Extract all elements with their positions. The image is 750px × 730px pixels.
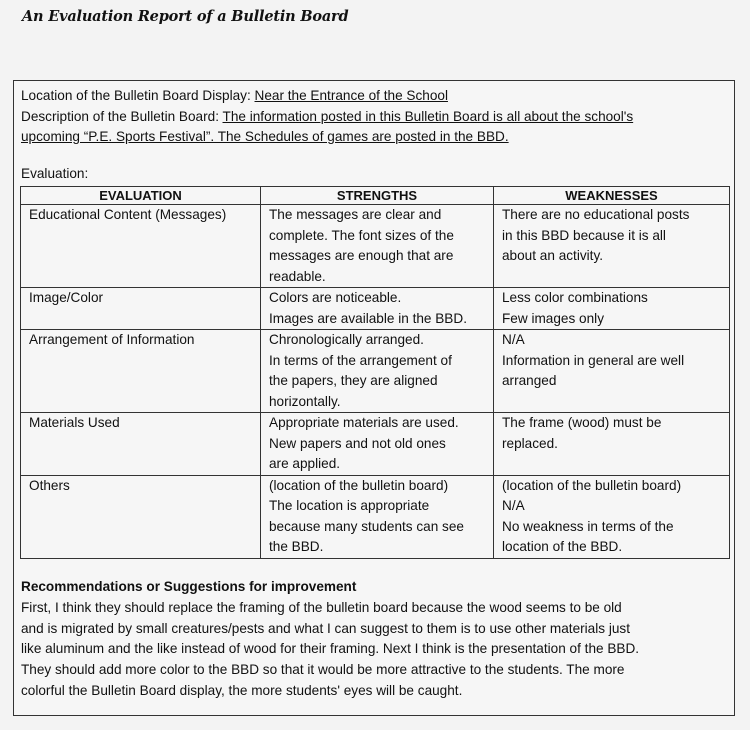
cell-text-line: The messages are clear and bbox=[269, 207, 442, 222]
criterion-cell bbox=[21, 330, 261, 413]
weaknesses-cell bbox=[494, 413, 730, 476]
cell-text-line: Appropriate materials are used. bbox=[269, 415, 459, 430]
location-value: Near the Entrance of the School bbox=[254, 88, 448, 103]
cell-text-line: N/A bbox=[502, 332, 525, 347]
cell-text-line: N/A bbox=[502, 498, 525, 513]
page-title: An Evaluation Report of a Bulletin Board bbox=[22, 8, 349, 25]
header-evaluation: EVALUATION bbox=[21, 187, 261, 205]
cell-text-line: the BBD. bbox=[269, 539, 324, 554]
strengths-cell bbox=[261, 330, 494, 413]
cell-text-line: The location is appropriate bbox=[269, 498, 430, 513]
criterion-cell bbox=[21, 288, 261, 330]
table-row bbox=[21, 288, 730, 330]
cell-text-line: complete. The font sizes of the bbox=[269, 227, 454, 243]
cell-text-line: Chronologically arranged. bbox=[269, 332, 424, 347]
weaknesses-cell bbox=[494, 475, 730, 558]
criterion-cell bbox=[21, 475, 261, 558]
cell-text-line: Few images only bbox=[502, 310, 604, 326]
table-body bbox=[21, 205, 730, 559]
cell-text-line: arranged bbox=[502, 373, 557, 388]
recommendation-line: colorful the Bulletin Board display, the more students' eyes will be caught. bbox=[21, 682, 463, 698]
cell-text-line: No weakness in terms of the bbox=[502, 518, 674, 534]
description-value-line1: The information posted in this Bulletin Board is all about the school's bbox=[222, 108, 634, 124]
table-row bbox=[21, 330, 730, 413]
recommendations-text bbox=[21, 598, 733, 702]
header-strengths: STRENGTHS bbox=[261, 187, 494, 205]
header-weaknesses: WEAKNESSES bbox=[494, 187, 730, 205]
cell-text-line: New papers and not old ones bbox=[269, 435, 446, 451]
recommendations-heading: Recommendations or Suggestions for improvement bbox=[21, 579, 357, 594]
cell-text-line: There are no educational posts bbox=[502, 207, 690, 222]
description-label: Description of the Bulletin Board: bbox=[21, 108, 219, 124]
cell-text-line: Arrangement of Information bbox=[29, 332, 195, 347]
table-row bbox=[21, 205, 730, 288]
strengths-cell bbox=[261, 288, 494, 330]
cell-text-line: Images are available in the BBD. bbox=[269, 310, 467, 326]
table-row bbox=[21, 413, 730, 476]
cell-text-line: The frame (wood) must be bbox=[502, 415, 662, 430]
cell-text-line: Colors are noticeable. bbox=[269, 290, 402, 305]
cell-text-line: messages are enough that are bbox=[269, 248, 454, 263]
weaknesses-cell bbox=[494, 288, 730, 330]
recommendation-line: and is migrated by small creatures/pests and what I can suggest to them is to use other materials just bbox=[21, 620, 630, 636]
cell-text-line: about an activity. bbox=[502, 248, 604, 263]
cell-text-line: Materials Used bbox=[29, 415, 120, 430]
cell-text-line: are applied. bbox=[269, 456, 341, 471]
criterion-cell bbox=[21, 205, 261, 288]
criterion-cell bbox=[21, 413, 261, 476]
cell-text-line: horizontally. bbox=[269, 393, 341, 409]
description-line bbox=[21, 107, 731, 128]
report-box bbox=[13, 80, 735, 716]
table-header-row bbox=[21, 187, 730, 205]
header-info bbox=[21, 86, 731, 148]
strengths-cell bbox=[261, 205, 494, 288]
cell-text-line: Others bbox=[29, 477, 70, 493]
cell-text-line: (location of the bulletin board) bbox=[269, 477, 449, 493]
strengths-cell bbox=[261, 413, 494, 476]
cell-text-line: location of the BBD. bbox=[502, 539, 623, 554]
cell-text-line: (location of the bulletin board) bbox=[502, 477, 682, 493]
evaluation-table bbox=[20, 186, 730, 559]
cell-text-line: readable. bbox=[269, 268, 326, 284]
cell-text-line: Educational Content (Messages) bbox=[29, 207, 227, 222]
recommendation-line: They should add more color to the BBD so that it would be more attractive to the students. The more bbox=[21, 662, 625, 678]
weaknesses-cell bbox=[494, 205, 730, 288]
table-row bbox=[21, 475, 730, 558]
location-line bbox=[21, 86, 731, 107]
cell-text-line: Information in general are well bbox=[502, 352, 685, 368]
cell-text-line: replaced. bbox=[502, 435, 558, 451]
cell-text-line: Image/Color bbox=[29, 290, 104, 305]
strengths-cell bbox=[261, 475, 494, 558]
cell-text-line: In terms of the arrangement of bbox=[269, 352, 452, 368]
cell-text-line: the papers, they are aligned bbox=[269, 373, 438, 388]
cell-text-line: Less color combinations bbox=[502, 290, 648, 305]
cell-text-line: because many students can see bbox=[269, 518, 464, 534]
description-line-2 bbox=[21, 127, 731, 148]
weaknesses-cell bbox=[494, 330, 730, 413]
cell-text-line: in this BBD because it is all bbox=[502, 227, 666, 243]
location-label: Location of the Bulletin Board Display: bbox=[21, 88, 251, 103]
recommendations bbox=[21, 577, 733, 702]
recommendation-line: like aluminum and the like instead of wood for their framing. Next I think is the presentation of the BBD. bbox=[21, 641, 640, 657]
description-value-line2: upcoming “P.E. Sports Festival”. The Schedules of games are posted in the BBD. bbox=[21, 129, 509, 144]
recommendation-line: First, I think they should replace the framing of the bulletin board because the wood seems to be old bbox=[21, 599, 622, 615]
evaluation-label: Evaluation: bbox=[21, 166, 89, 181]
